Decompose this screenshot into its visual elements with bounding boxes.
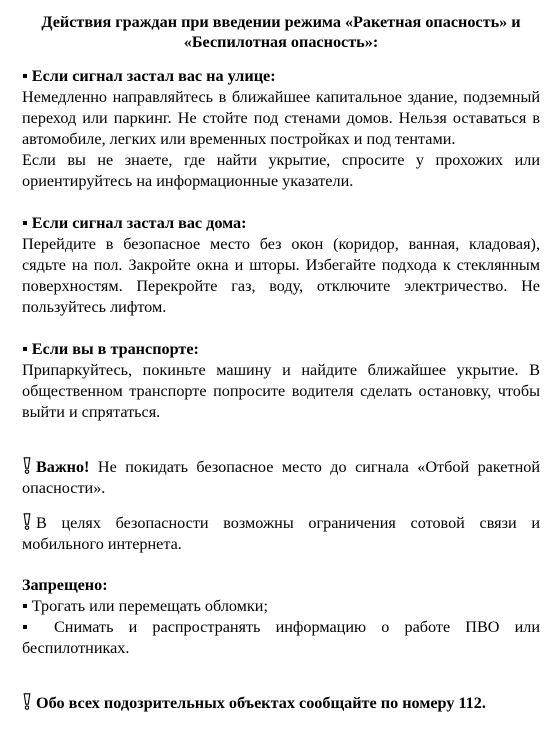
section-street-paragraph-1: Немедленно направляйтесь в ближайшее капитальное здание, подземный переход или паркинг. Не стойте под стенами домов. Нельзя оставаться в автомобиле, легких или временных постройках и под тентами. — [22, 88, 540, 148]
final-note — [22, 693, 540, 714]
section-home-paragraph: Перейдите в безопасное место без окон (коридор, ванная, кладовая), сядьте на пол. Закройте окна и шторы. Избегайте подхода к стеклянным поверхностям. Перекройте газ, воду, отключите электричество. Не пользуйтесь лифтом. — [22, 235, 540, 316]
section-heading-home: ▪ Если сигнал застал вас дома: — [22, 214, 247, 232]
spacer — [22, 192, 540, 213]
forbidden-item: ▪ Снимать и распространять информацию о работе ПВО или беспилотниках. — [22, 618, 540, 657]
section-heading-street: ▪ Если сигнал застал вас на улице: — [22, 67, 276, 85]
section-home — [22, 213, 540, 318]
spacer — [22, 499, 540, 513]
section-heading-transport: ▪ Если вы в транспорте: — [22, 340, 199, 358]
section-street-paragraph-2: Если вы не знаете, где найти укрытие, спросите у прохожих или ориентируйтесь на информационные указатели. — [22, 151, 540, 190]
spacer — [22, 423, 540, 457]
connection-text: В целях безопасности возможны ограничения сотовой связи и мобильного интернета. — [22, 514, 540, 553]
exclamation-icon — [22, 513, 32, 530]
forbidden-section — [22, 575, 540, 659]
section-transport — [22, 339, 540, 423]
connection-note — [22, 513, 540, 555]
spacer — [22, 318, 540, 339]
section-transport-paragraph: Припаркуйтесь, покиньте машину и найдите ближайшее укрытие. В общественном транспорте попросите водителя сделать остановку, чтобы выйти и спрятаться. — [22, 361, 540, 421]
exclamation-icon — [22, 693, 32, 710]
spacer — [22, 659, 540, 693]
section-street — [22, 66, 540, 192]
important-text: Не покидать безопасное место до сигнала «Отбой ракетной опасности». — [22, 458, 540, 497]
forbidden-heading: Запрещено: — [22, 576, 108, 594]
document-title: Действия граждан при введении режима «Ракетная опасность» и «Беспилотная опасность»: — [41, 13, 521, 51]
important-label: Важно! — [36, 458, 90, 476]
final-note-text: Обо всех подозрительных объектах сообщайте по номеру 112. — [36, 694, 486, 712]
forbidden-item: ▪ Трогать или перемещать обломки; — [22, 597, 268, 615]
important-note — [22, 457, 540, 499]
spacer — [22, 555, 540, 575]
exclamation-icon — [22, 457, 32, 474]
